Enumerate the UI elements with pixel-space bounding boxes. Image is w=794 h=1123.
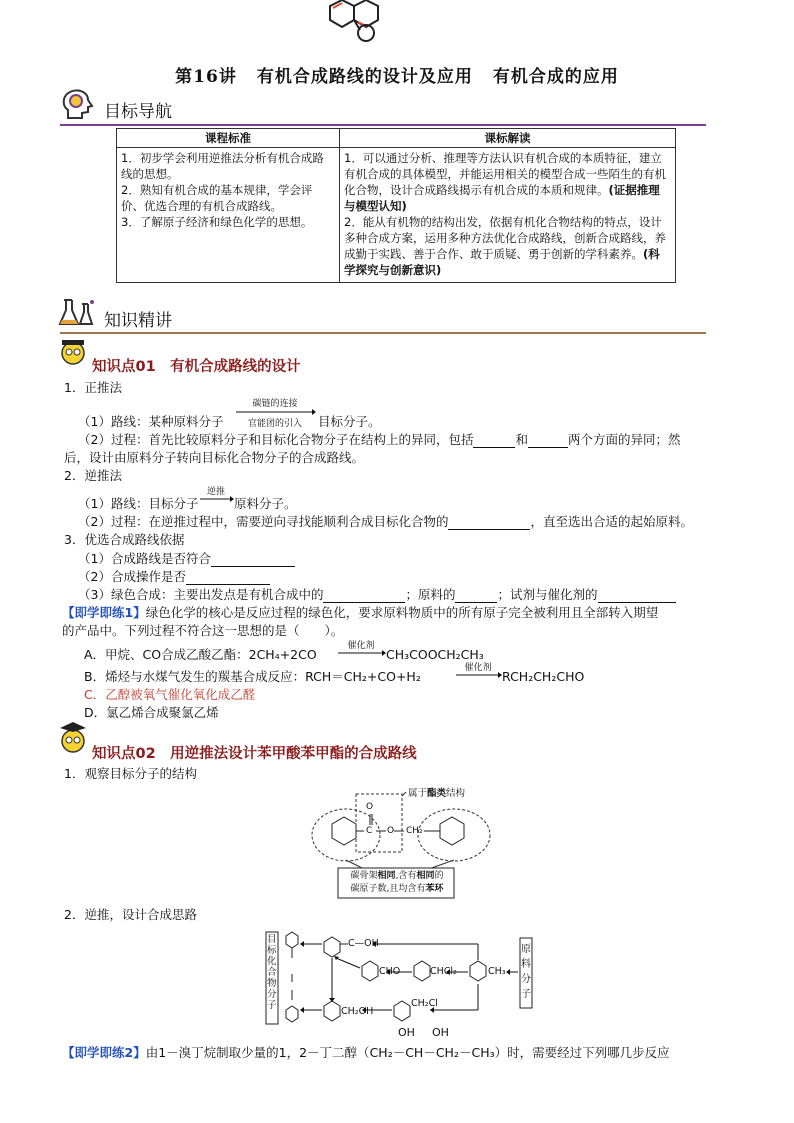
cho-label: CHO <box>379 966 401 977</box>
table-cell-standard: 1．初步学会利用逆推法分析有机合成路线的思想。 2．熟知有机合成的基本规律，学会评价、优选合理的有机合成路线。 3．了解原子经济和绿色化学的思想。 <box>117 148 340 283</box>
arrow-label-bottom: 官能团的引入 <box>247 419 302 429</box>
student-face-icon <box>58 336 88 366</box>
ex1-option-a[interactable]: A．甲烷、CO合成乙酸乙酯：2CH₄+2CO <box>84 647 317 662</box>
arrow-forward-icon <box>236 408 316 416</box>
arrow-b-icon <box>456 671 502 679</box>
kp1-s3-l1: （1）合成路线是否符合 <box>78 550 295 567</box>
arrow-label-top: 碳链的连接 <box>252 399 298 409</box>
catalyst-label-a: 催化剂 <box>347 641 375 651</box>
cooh-label: C—OH <box>348 938 379 949</box>
kp1-s2-route: （1）路线：目标分子 <box>78 496 199 511</box>
header-molecule-icon <box>318 0 388 46</box>
curriculum-table <box>116 128 676 283</box>
section-knowledge-heading: 知识精讲 <box>104 311 172 331</box>
ex2-question: 【即学即练2】由1－溴丁烷制取少量的1，2－丁二醇（CH₂－CH－CH₂－CH₃）时，需要经过下列哪几步反应 <box>62 1045 670 1060</box>
section-knowledge-rule <box>60 332 706 334</box>
ex1-option-d[interactable]: D．氯乙烯合成聚氯乙烯 <box>84 705 219 720</box>
target-molecule-label: 目标化合物分子 <box>267 934 277 1011</box>
kp1-s3-l3: （3）绿色合成：主要出发点是有机合成中的 ；原料的 ；试剂与催化剂的 <box>78 586 676 603</box>
ester-class-label: 属于酯类结构 <box>408 788 466 799</box>
kp1-s2-raw: 原料分子。 <box>234 496 297 511</box>
kp1-s3-l2: （2）合成操作是否 <box>78 568 270 585</box>
chcl2-label: CHCl₂ <box>430 966 457 977</box>
kp1-s1-process: （2）过程：首先比较原料分子和目标化合物分子在结构上的异同，包括 和 两个方面的异同；然 <box>78 432 681 447</box>
kp2-s2: 2．逆推，设计合成思路 <box>64 907 197 922</box>
kp1-s1: 1．正推法 <box>64 380 122 395</box>
carbonyl-c-label: C <box>366 826 373 836</box>
student-face-icon-2 <box>58 720 88 754</box>
retrosynthesis-diagram <box>264 928 546 1032</box>
page-title: 第16讲 有机合成路线的设计及应用 有机合成的应用 <box>175 67 619 87</box>
kp1-s2-process: （2）过程：在逆推过程中，需要逆向寻找能顺利合成目标化合物的 ，直至选出合适的起始原料。 <box>78 514 693 529</box>
kp1-s3: 3．优选合成路线依据 <box>64 532 185 547</box>
catalyst-label-b: 催化剂 <box>464 663 492 673</box>
section-goal-rule <box>60 124 706 126</box>
ch2cl-label: CH₂Cl <box>411 998 438 1009</box>
ex2-oh2-label: OH <box>432 1026 449 1039</box>
ex1-question: 【即学即练1】绿色化学的核心是反应过程的绿色化，要求原料物质中的所有原子完全被利用且全部转入期望 <box>62 605 659 620</box>
kp1-s1-process-cont: 后，设计由原料分子转向目标化合物分子的合成路线。 <box>64 450 365 465</box>
ester-structure-diagram <box>306 780 496 900</box>
kp1-title: 知识点01 有机合成路线的设计 <box>92 359 301 375</box>
arrow-a-icon <box>338 649 386 657</box>
arrow-reverse-icon <box>200 495 234 503</box>
ch3-label: CH₃ <box>488 966 506 977</box>
table-header-interpretation: 课标解读 <box>340 129 676 148</box>
flask-icon <box>58 296 98 330</box>
ex1-option-a-product: CH₃COOCH₂CH₃ <box>386 647 484 662</box>
table-header-standard: 课程标准 <box>117 129 340 148</box>
ester-o-label: O <box>387 826 395 836</box>
table-cell-interpretation: 1．可以通过分析、推理等方法认识有机合成的本质特征，建立有机合成的具体模型，并能运用相关的模型合成一些陌生的有机化合物，设计合成路线揭示有机合成的本质和规律。(证据推理与模型认知) 2．能从有机物的结构出发，依据有机化合物结构的特点，设计多种合成方案，运用多种方法优化合成路线，创新合成路线，养成勤于实践、善于合作、敢于质疑、勇于创新的学科素养。(科学探究与创新意识) <box>340 148 676 283</box>
ex2-oh1-label: OH <box>398 1026 415 1039</box>
ex1-option-b[interactable]: B．烯烃与水煤气发生的羰基合成反应：RCH＝CH₂+CO+H₂ <box>84 669 421 684</box>
kp2-s1: 1．观察目标分子的结构 <box>64 766 197 781</box>
ch2oh-label: CH₂OH <box>341 1006 374 1017</box>
carbonyl-o-label: O <box>366 802 374 812</box>
kp1-s2: 2．逆推法 <box>64 468 122 483</box>
kp1-s1-target: 目标分子。 <box>318 414 381 429</box>
ex1-question-cont: 的产品中。下列过程不符合这一思想的是（ ）。 <box>62 623 344 638</box>
section-goal-heading: 目标导航 <box>104 102 172 122</box>
ch2-label: CH₂ <box>406 826 423 836</box>
head-brain-icon <box>60 88 96 122</box>
skeleton-note-box: 碳骨架相同,含有相同的 碳原子数,且均含有苯环 <box>350 871 444 894</box>
raw-material-label: 原料分子 <box>521 944 531 1000</box>
arrow-reverse-label: 逆推 <box>206 487 225 497</box>
kp2-title: 知识点02 用逆推法设计苯甲酸苯甲酯的合成路线 <box>92 746 417 762</box>
ex1-option-b-product: RCH₂CH₂CHO <box>502 669 585 684</box>
kp1-s1-route: （1）路线：某种原料分子 <box>78 414 224 429</box>
ex1-option-c[interactable]: C．乙醇被氧气催化氧化成乙醛 <box>84 687 256 702</box>
